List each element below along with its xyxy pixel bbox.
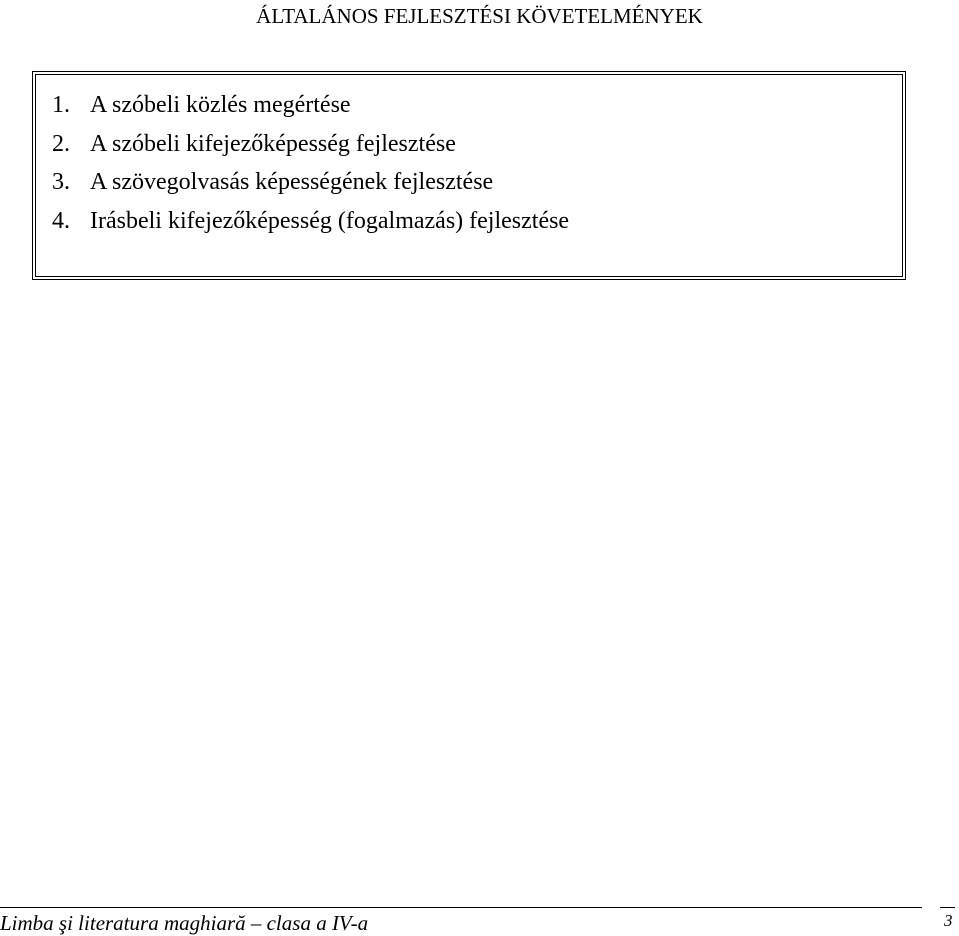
list-item-text: Irásbeli kifejezőképesség (fogalmazás) fejlesztése	[90, 207, 570, 234]
list-item	[52, 125, 569, 164]
page-number: 3	[944, 911, 953, 930]
footer-text: Limba şi literatura maghiară – clasa a IV-a	[0, 911, 369, 935]
list-item-text: A szóbeli közlés megértése	[90, 92, 351, 118]
list-item-text: A szövegolvasás képességének fejlesztése	[90, 169, 494, 195]
list-item-number: 1.	[52, 92, 70, 118]
list-item	[52, 202, 569, 241]
list-item-number: 2.	[52, 130, 70, 157]
page-title: ÁLTALÁNOS FEJLESZTÉSI KÖVETELMÉNYEK	[256, 4, 703, 28]
list-item-number: 4.	[52, 207, 70, 234]
page-number-divider	[940, 907, 955, 908]
requirements-list	[52, 86, 569, 240]
list-item-text: A szóbeli kifejezőképesség fejlesztése	[90, 130, 456, 157]
requirements-box	[32, 71, 906, 280]
list-item-number: 3.	[52, 169, 70, 195]
list-item	[52, 163, 569, 202]
list-item	[52, 86, 569, 125]
footer-divider	[0, 907, 922, 908]
